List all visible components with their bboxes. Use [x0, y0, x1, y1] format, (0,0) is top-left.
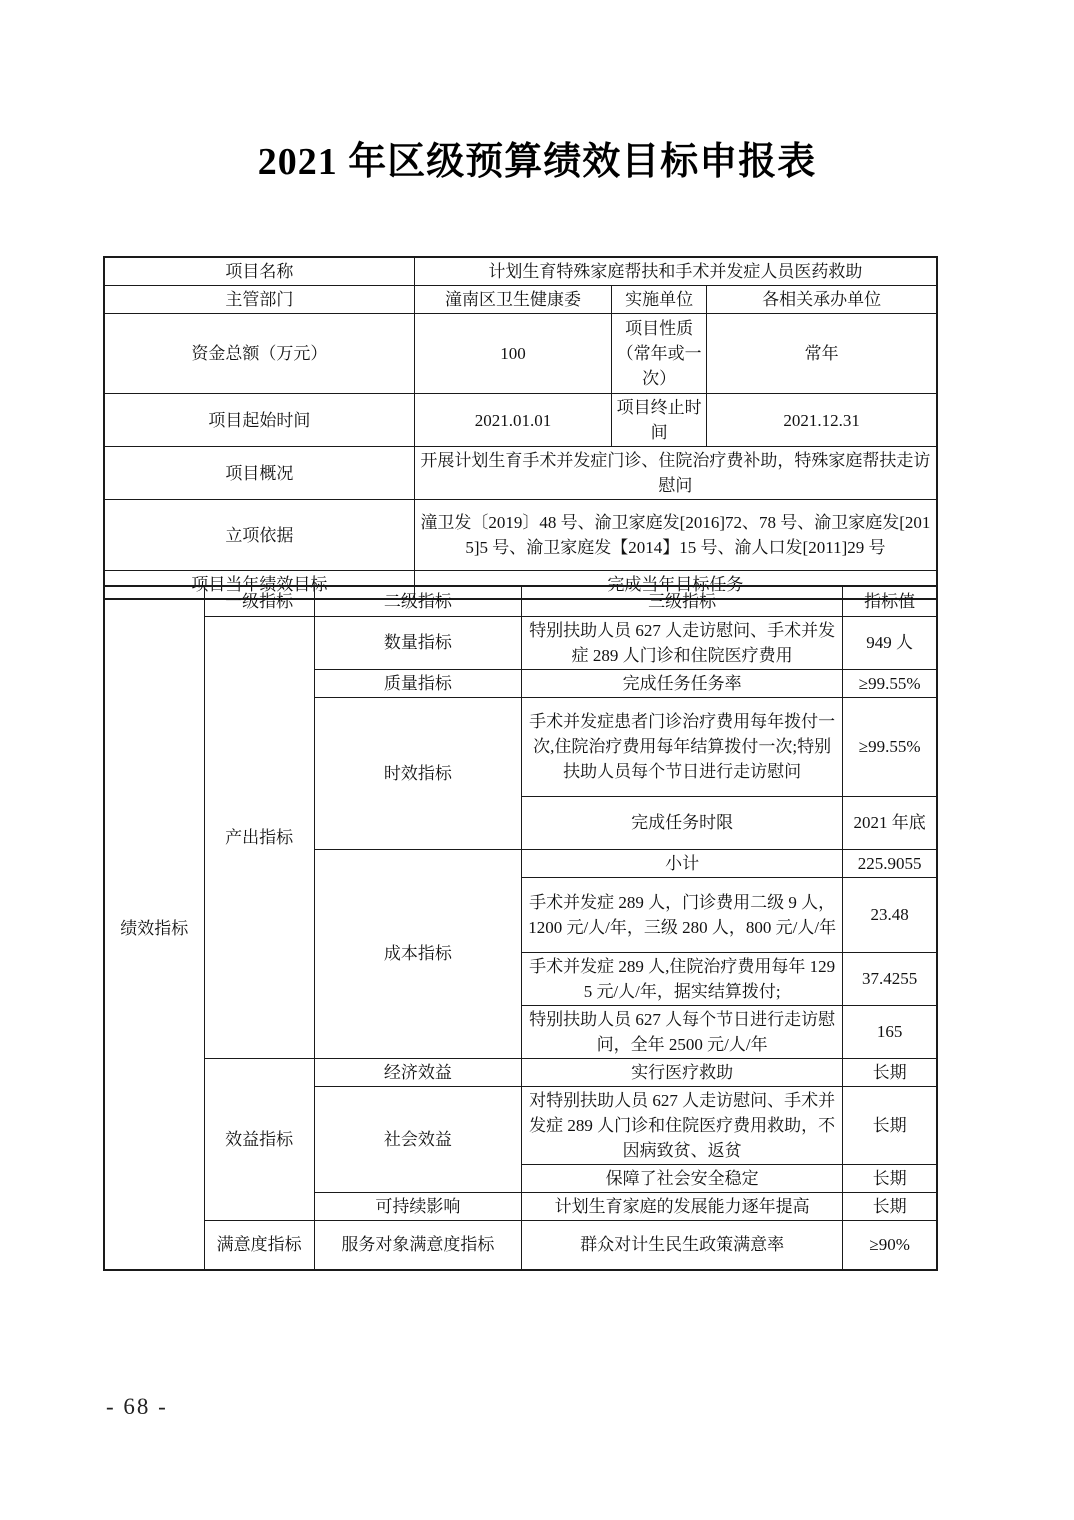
indicator-row	[104, 1220, 937, 1270]
annual-goal-label: 项目当年绩效目标	[104, 571, 414, 600]
cell-level3: 手术并发症患者门诊治疗费用每年拨付一次,住院治疗费用每年结算拨付一次;特别扶助人员每个节日进行走访慰问	[521, 697, 842, 796]
cell-value: 长期	[843, 1192, 937, 1220]
cell-level3: 对特别扶助人员 627 人走访慰问、手术并发症 289 人门诊和住院医疗费用救助，不因病致贫、返贫	[521, 1086, 842, 1164]
cell-value: 165	[843, 1005, 937, 1058]
total-fund-value: 100	[414, 314, 611, 394]
project-info-table	[103, 256, 938, 600]
indicator-table	[103, 585, 938, 1271]
cell-value: 长期	[843, 1058, 937, 1086]
cell-value: 2021 年底	[843, 796, 937, 849]
header-level2: 二级指标	[314, 586, 521, 616]
cell-level2-timeliness: 时效指标	[314, 697, 521, 849]
page-title: 2021 年区级预算绩效目标申报表	[257, 141, 817, 183]
cell-level3-subtotal: 小计	[521, 849, 842, 877]
cell-level3: 手术并发症 289 人,住院治疗费用每年 1295 元/人/年，据实结算拨付;	[521, 952, 842, 1005]
project-name-value: 计划生育特殊家庭帮扶和手术并发症人员医药救助	[414, 257, 937, 286]
competent-dept-label: 主管部门	[104, 286, 414, 314]
cell-level2-service-satisfaction: 服务对象满意度指标	[314, 1220, 521, 1270]
table-row	[104, 394, 937, 447]
cell-level2-social: 社会效益	[314, 1086, 521, 1192]
page-number: - 68 -	[106, 1394, 168, 1419]
implementing-unit-label: 实施单位	[612, 286, 707, 314]
project-name-label: 项目名称	[104, 257, 414, 286]
cell-level3: 特别扶助人员 627 人每个节日进行走访慰问，全年 2500 元/人/年	[521, 1005, 842, 1058]
project-nature-value: 常年	[707, 314, 937, 394]
cell-level2-economic: 经济效益	[314, 1058, 521, 1086]
cell-value: 长期	[843, 1086, 937, 1164]
table-row	[104, 447, 937, 500]
cell-level3: 特别扶助人员 627 人走访慰问、手术并发症 289 人门诊和住院医疗费用	[521, 616, 842, 669]
header-level1: 一级指标	[204, 586, 314, 616]
cell-value: 长期	[843, 1164, 937, 1192]
annual-goal-value: 完成当年目标任务	[414, 571, 937, 600]
table-row	[104, 257, 937, 286]
approval-basis-value: 潼卫发〔2019〕48 号、渝卫家庭发[2016]72、78 号、渝卫家庭发[2015]5 号、渝卫家庭发【2014】15 号、渝人口发[2011]29 号	[414, 500, 937, 571]
cell-value: 949 人	[843, 616, 937, 669]
cell-value: ≥99.55%	[843, 669, 937, 697]
overview-label: 项目概况	[104, 447, 414, 500]
cell-level2-sustainable: 可持续影响	[314, 1192, 521, 1220]
cell-value: 23.48	[843, 877, 937, 952]
cell-level2-cost: 成本指标	[314, 849, 521, 1058]
implementing-unit-value: 各相关承办单位	[707, 286, 937, 314]
cell-level3: 完成任务时限	[521, 796, 842, 849]
cell-level1-benefit: 效益指标	[204, 1058, 314, 1220]
cell-value: ≥99.55%	[843, 697, 937, 796]
table-row	[104, 314, 937, 394]
end-date-label: 项目终止时间	[612, 394, 707, 447]
cell-level3: 保障了社会安全稳定	[521, 1164, 842, 1192]
competent-dept-value: 潼南区卫生健康委	[414, 286, 611, 314]
start-date-label: 项目起始时间	[104, 394, 414, 447]
cell-level3: 群众对计生民生政策满意率	[521, 1220, 842, 1270]
cell-level3: 实行医疗救助	[521, 1058, 842, 1086]
start-date-value: 2021.01.01	[414, 394, 611, 447]
cell-level1-output: 产出指标	[204, 616, 314, 1058]
cell-level3: 手术并发症 289 人，门诊费用二级 9 人，1200 元/人/年，三级 280 人，800 元/人/年	[521, 877, 842, 952]
cell-level2-quality: 质量指标	[314, 669, 521, 697]
cell-level3: 完成任务任务率	[521, 669, 842, 697]
indicator-row	[104, 616, 937, 669]
cell-value: 225.9055	[843, 849, 937, 877]
end-date-value: 2021.12.31	[707, 394, 937, 447]
performance-corner-cell: 绩效指标	[104, 586, 204, 1270]
total-fund-label: 资金总额（万元）	[104, 314, 414, 394]
cell-level3: 计划生育家庭的发展能力逐年提高	[521, 1192, 842, 1220]
overview-value: 开展计划生育手术并发症门诊、住院治疗费补助，特殊家庭帮扶走访慰问	[414, 447, 937, 500]
table-row	[104, 286, 937, 314]
cell-level1-satisfaction: 满意度指标	[204, 1220, 314, 1270]
cell-value: 37.4255	[843, 952, 937, 1005]
project-nature-label: 项目性质（常年或一次）	[612, 314, 707, 394]
header-level3: 三级指标	[521, 586, 842, 616]
cell-level2-quantity: 数量指标	[314, 616, 521, 669]
header-value: 指标值	[843, 586, 937, 616]
table-row	[104, 500, 937, 571]
cell-value: ≥90%	[843, 1220, 937, 1270]
indicator-row	[104, 1058, 937, 1086]
indicator-header-row	[104, 586, 937, 616]
approval-basis-label: 立项依据	[104, 500, 414, 571]
